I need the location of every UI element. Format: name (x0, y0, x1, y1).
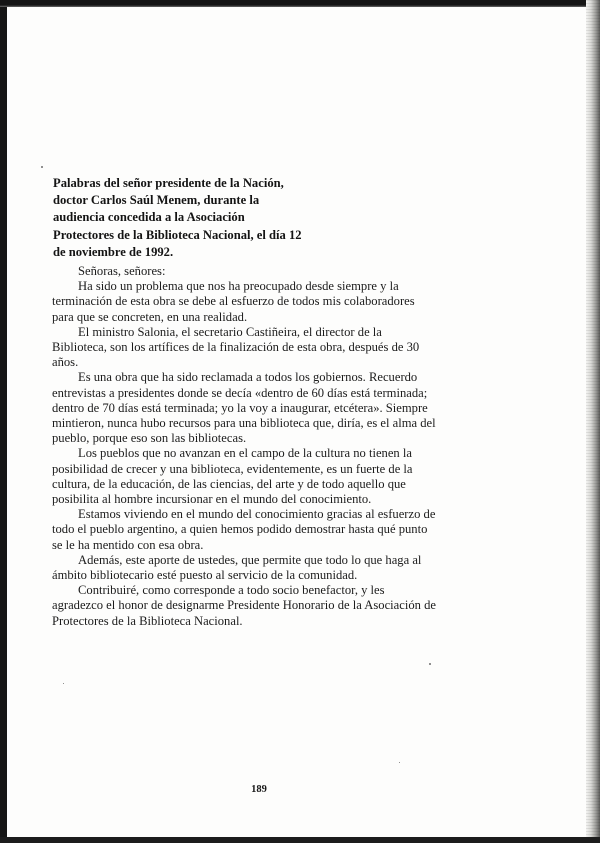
scan-border-right (586, 0, 600, 843)
scan-speck (63, 683, 64, 684)
body-line: agradezco el honor de designarme Presidente Honorario de la Asociación de (52, 598, 436, 613)
scan-speck (429, 663, 431, 665)
body-line: cultura, de la educación, de las ciencias, del arte y de todo aquello que (52, 476, 406, 491)
body-line: ámbito bibliotecario esté puesto al servicio de la comunidad. (52, 568, 358, 583)
title-line: de noviembre de 1992. (53, 244, 174, 259)
body-line: El ministro Salonia, el secretario Castiñeira, el director de la (78, 324, 382, 339)
scan-border-top (0, 0, 600, 7)
title-line: Palabras del señor presidente de la Nación, (53, 176, 284, 190)
body-line: entrevistas a presidentes donde se decía «dentro de 60 días está terminada; (52, 385, 428, 400)
page-number: 189 (251, 784, 267, 795)
body-line: terminación de esta obra se debe al esfuerzo de todos mis colaboradores (52, 294, 415, 309)
body-line: Protectores de la Biblioteca Nacional. (52, 613, 243, 628)
salutation-line: Señoras, señores: (78, 264, 166, 278)
scan-speck (41, 166, 43, 168)
scan-border-bottom (0, 837, 600, 843)
speech-title (53, 175, 373, 261)
body-line: mintieron, nunca hubo recursos para una biblioteca que, diría, es el alma del (52, 416, 436, 431)
body-line: dentro de 70 días está terminada; yo la voy a inaugurar, etcétera». Siempre (52, 400, 428, 415)
body-line: para que se concreten, en una realidad. (52, 309, 248, 324)
body-line: pueblo, porque eso son las bibliotecas. (52, 431, 247, 446)
body-line: Contribuiré, como corresponde a todo socio benefactor, y les (78, 583, 385, 598)
body-line: años. (52, 355, 79, 370)
body-line: posibilita al hombre incursionar en el mundo del conocimiento. (52, 492, 372, 507)
body-line: todo el pueblo argentino, a quien hemos podido demostrar hasta qué punto (52, 522, 428, 537)
title-line: doctor Carlos Saúl Menem, durante la (53, 193, 260, 208)
body-line: Es una obra que ha sido reclamada a todos los gobiernos. Recuerdo (78, 370, 418, 385)
body-line: Estamos viviendo en el mundo del conocimiento gracias al esfuerzo de (78, 507, 436, 522)
body-line: posibilidad de crecer y una biblioteca, evidentemente, es un fuerte de la (52, 461, 413, 476)
body-line: Ha sido un problema que nos ha preocupado desde siempre y la (78, 279, 399, 294)
body-line: Biblioteca, son los artífices de la finalización de esta obra, después de 30 (52, 340, 420, 355)
speech-body (52, 264, 462, 629)
scan-border-left (0, 0, 7, 843)
body-line: Los pueblos que no avanzan en el campo de la cultura no tienen la (78, 446, 412, 461)
body-line: se le ha mentido con esa obra. (52, 537, 204, 552)
scan-speck (399, 762, 400, 763)
title-line: Protectores de la Biblioteca Nacional, el día 12 (53, 227, 302, 242)
title-line: audiencia concedida a la Asociación (53, 210, 245, 225)
body-line: Además, este aporte de ustedes, que permite que todo lo que haga al (78, 552, 422, 567)
